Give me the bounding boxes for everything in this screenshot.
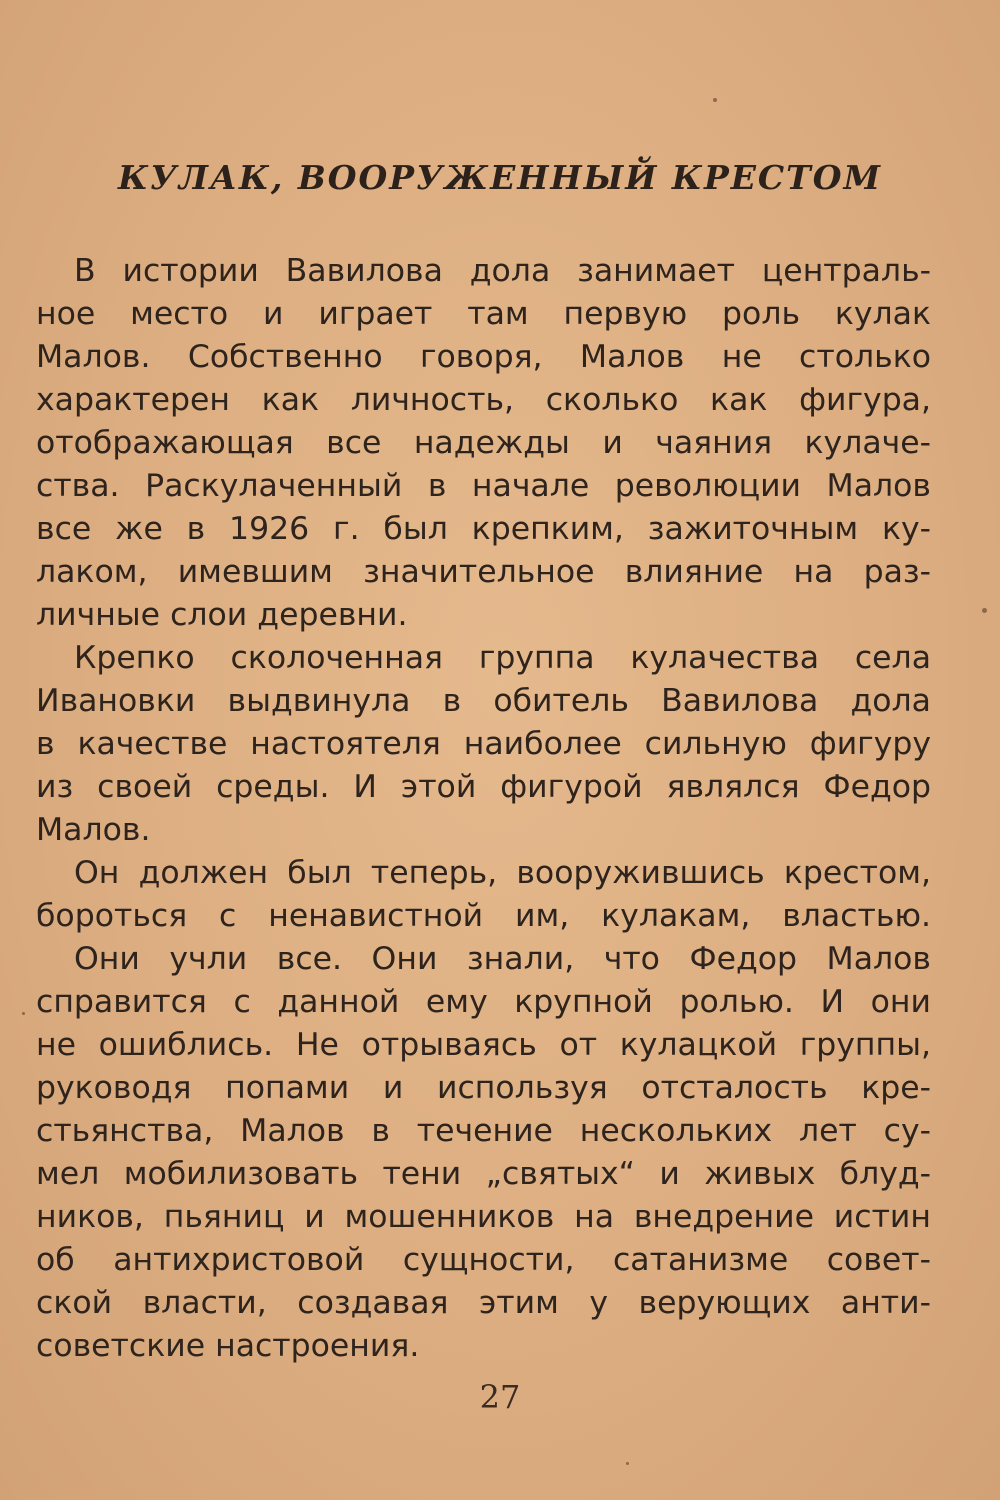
text-line: ников, пьяниц и мошенников на внедрение истин (36, 1199, 931, 1235)
chapter-title: КУЛАК, ВООРУЖЕННЫЙ КРЕСТОМ (117, 158, 883, 197)
text-line: все же в 1926 г. был крепким, зажиточным ку- (36, 511, 931, 547)
paper-speck (713, 98, 717, 102)
text-line: лаком, имевшим значительное влияние на раз- (36, 554, 931, 590)
text-line: советские настроения. (36, 1328, 420, 1364)
text-line: характерен как личность, сколько как фигура, (36, 382, 931, 418)
paper-speck (626, 1462, 629, 1465)
body-text (36, 250, 931, 1368)
text-line: не ошиблись. Не отрываясь от кулацкой группы, (36, 1027, 931, 1063)
text-line: руководя попами и используя отсталость кре- (36, 1070, 931, 1106)
text-line: стьянства, Малов в течение нескольких лет су- (36, 1113, 931, 1149)
paper-speck (982, 608, 987, 613)
text-line: отображающая все надежды и чаяния кулаче- (36, 425, 931, 461)
text-line: мел мобилизовать тени „святых“ и живых блуд- (36, 1156, 931, 1192)
text-line: ства. Раскулаченный в начале революции Малов (36, 468, 931, 504)
text-line: ное место и играет там первую роль кулак (36, 296, 931, 332)
text-line: Ивановки выдвинула в обитель Вавилова дола (36, 683, 931, 719)
text-line: из своей среды. И этой фигурой являлся Федор (36, 769, 931, 805)
page-number: 27 (479, 1378, 521, 1416)
paper-speck (22, 1012, 25, 1015)
text-line: об антихристовой сущности, сатанизме совет- (36, 1242, 931, 1278)
text-line: Они учли все. Они знали, что Федор Малов (74, 941, 931, 977)
text-line: личные слои деревни. (36, 597, 408, 633)
text-line: в качестве настоятеля наиболее сильную фигуру (36, 726, 931, 762)
text-line: Он должен был теперь, вооружившись крестом, (74, 855, 931, 891)
text-line: ской власти, создавая этим у верующих анти- (36, 1285, 931, 1321)
text-line: бороться с ненавистной им, кулакам, властью. (36, 898, 931, 934)
text-line: Малов. (36, 812, 151, 848)
text-line: Малов. Собственно говоря, Малов не столько (36, 339, 931, 375)
text-line: справится с данной ему крупной ролью. И они (36, 984, 931, 1020)
text-line: В истории Вавилова дола занимает централь- (74, 253, 931, 289)
text-line: Крепко сколоченная группа кулачества села (74, 640, 931, 676)
